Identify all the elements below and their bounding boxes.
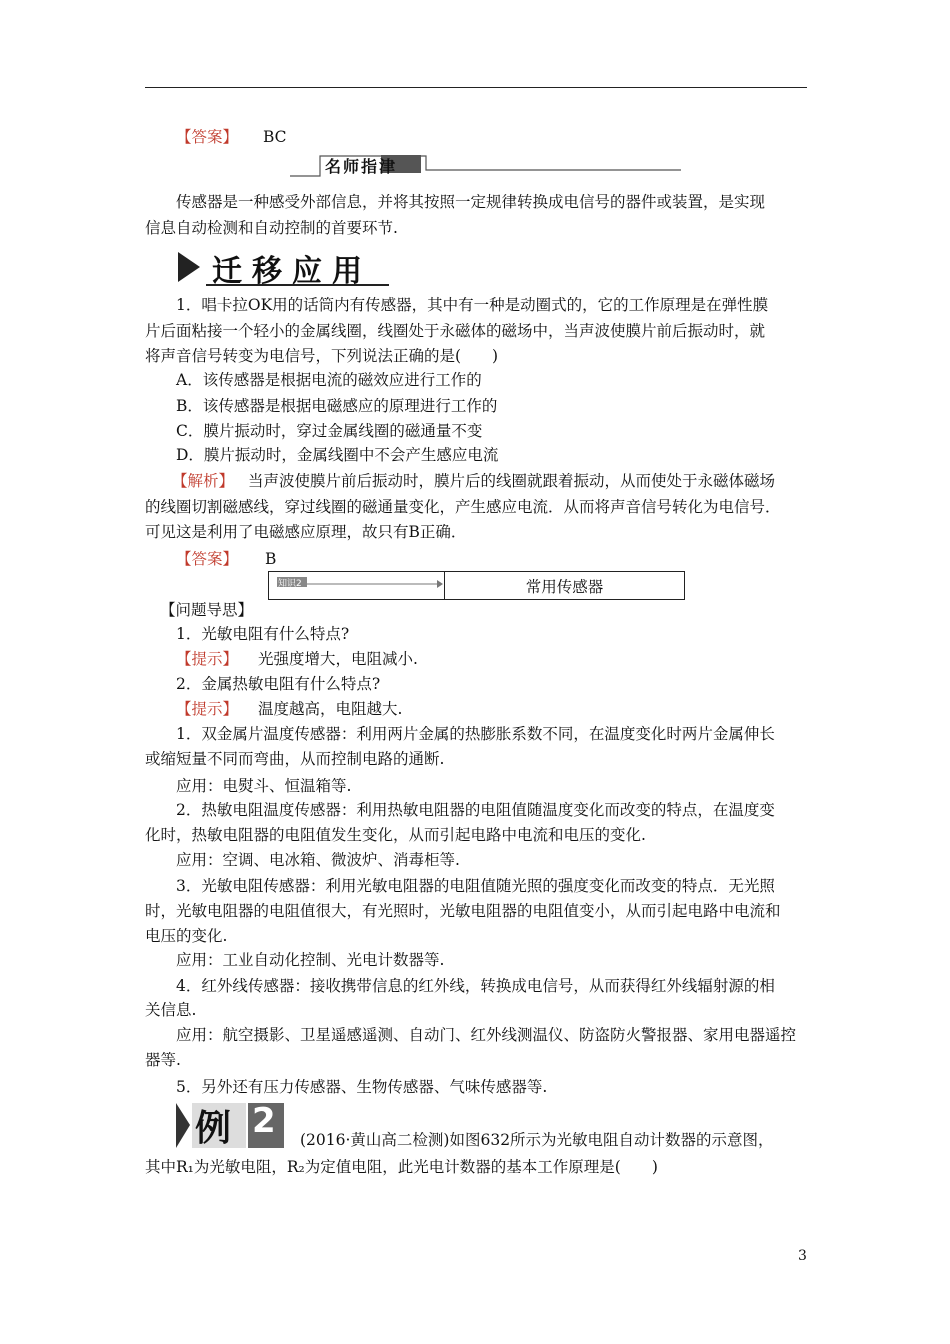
analysis-line-3: 可见这是利用了电磁感应原理，故只有B正确．	[145, 523, 467, 541]
section-heading-box	[268, 571, 685, 600]
answer-value: BC	[262, 128, 287, 146]
analysis-label: 【解析】	[172, 472, 235, 490]
q1-line-3: 将声音信号转变为电信号，下列说法正确的是( )	[145, 347, 499, 365]
guide-label: 【问题导思】	[160, 601, 254, 619]
banner-title: 迁移应用	[212, 254, 372, 289]
body-line: 时，光敏电阻器的电阻值很大，有光照时，光敏电阻器的电阻值变小，从而引起电路中电流和	[145, 902, 781, 920]
teacher-tip-line-2: 信息自动检测和自动控制的首要环节.	[145, 219, 398, 237]
guide-hint-2: 【提示】 温度越高，电阻越大.	[176, 700, 403, 718]
section-tag: 知识2	[278, 579, 302, 589]
option-a: A．该传感器是根据电流的磁效应进行工作的	[176, 371, 482, 389]
body-line: 应用：航空摄影、卫星遥感遥测、自动门、红外线测温仪、防盗防火警报器、家用电器遥控	[176, 1026, 797, 1044]
body-line: 4．红外线传感器：接收携带信息的红外线，转换成电信号，从而获得红外线辐射源的相	[176, 977, 775, 995]
teacher-tip-title: 名师指津	[325, 157, 398, 176]
body-line: 应用：电熨斗、恒温箱等.	[176, 777, 352, 795]
body-line: 化时，热敏电阻器的电阻值发生变化，从而引起电路中电流和电压的变化.	[145, 826, 646, 844]
example-badge-text: 例	[195, 1108, 232, 1149]
example-number: 2	[252, 1101, 276, 1141]
guide-hint-1: 【提示】 光强度增大，电阻减小.	[176, 650, 418, 668]
guide-q1: 1．光敏电阻有什么特点?	[176, 625, 350, 643]
body-line: 1．双金属片温度传感器：利用两片金属的热膨胀系数不同，在温度变化时两片金属伸长	[176, 725, 775, 743]
body-line: 5．另外还有压力传感器、生物传感器、气味传感器等.	[176, 1078, 548, 1096]
analysis-line-1: 【解析】 当声波使膜片前后振动时，膜片后的线圈就跟着振动，从而使处于永磁体磁场	[172, 472, 776, 490]
example-line-2: 其中R₁为光敏电阻，R₂为定值电阻，此光电计数器的基本工作原理是( )	[145, 1158, 658, 1176]
analysis-line-2: 的线圈切割磁感线，穿过线圈的磁通量变化，产生感应电流．从而将声音信号转化为电信号．	[145, 498, 781, 516]
answer-label: 【答案】	[176, 128, 239, 146]
section-title: 常用传感器	[525, 578, 604, 596]
option-c: C．膜片振动时，穿过金属线圈的磁通量不变	[176, 422, 483, 440]
q1-line-2: 片后面粘接一个轻小的金属线圈，线圈处于永磁体的磁场中，当声波使膜片前后振动时，就	[145, 322, 766, 340]
answer-value: B	[264, 550, 277, 568]
teacher-tip-line-1: 传感器是一种感受外部信息，并将其按照一定规律转换成电信号的器件或装置，是实现	[176, 193, 766, 211]
body-line: 电压的变化.	[145, 927, 228, 945]
hint-label: 【提示】	[176, 650, 239, 668]
body-line: 3．光敏电阻传感器：利用光敏电阻器的电阻值随光照的强度变化而改变的特点．无光照	[176, 877, 775, 895]
option-b: B．该传感器是根据电磁感应的原理进行工作的	[176, 397, 498, 415]
header-rule	[145, 87, 807, 88]
body-line: 器等.	[145, 1051, 181, 1069]
q1-line-1: 1．唱卡拉OK用的话筒内有传感器，其中有一种是动圈式的，它的工作原理是在弹性膜	[176, 296, 769, 314]
body-line: 应用：空调、电冰箱、微波炉、消毒柜等.	[176, 851, 460, 869]
example-line-1: (2016·黄山高二检测)如图632所示为光敏电阻自动计数器的示意图，	[300, 1131, 774, 1149]
hint-label: 【提示】	[176, 700, 239, 718]
body-line: 应用：工业自动化控制、光电计数器等.	[176, 951, 445, 969]
option-d: D．膜片振动时，金属线圈中不会产生感应电流	[176, 446, 499, 464]
body-line: 关信息.	[145, 1001, 197, 1019]
body-line: 2．热敏电阻温度传感器：利用热敏电阻器的电阻值随温度变化而改变的特点，在温度变	[176, 801, 775, 819]
guide-q2: 2．金属热敏电阻有什么特点?	[176, 675, 381, 693]
answer-2	[176, 547, 276, 569]
body-line: 或缩短量不同而弯曲，从而控制电路的通断.	[145, 750, 445, 768]
answer-label: 【答案】	[176, 550, 239, 568]
answer-1	[176, 125, 287, 147]
page-number: 3	[798, 1248, 807, 1264]
